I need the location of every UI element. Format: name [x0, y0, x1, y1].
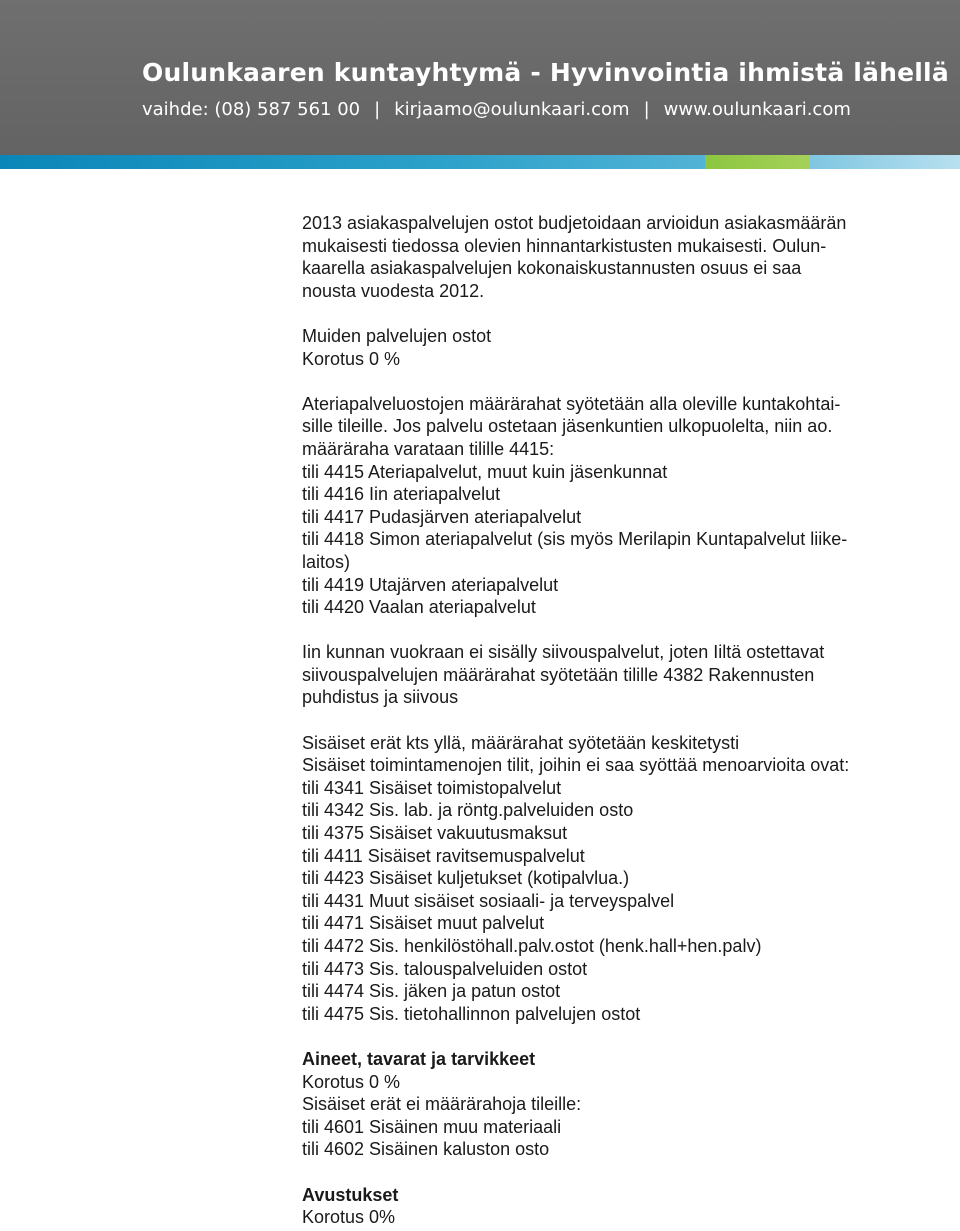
- stripe-light-blue-segment: [810, 155, 960, 169]
- account-line: tili 4417 Pudasjärven ateriapalvelut: [302, 506, 582, 527]
- account-line: tili 4423 Sisäiset kuljetukset (kotipalvlua.): [302, 868, 630, 889]
- text-line: Sisäiset toimintamenojen tilit, joihin ei saa syöttää menoarvioita ovat:: [302, 755, 850, 776]
- account-line: tili 4601 Sisäinen muu materiaali: [302, 1116, 562, 1137]
- section-heading: Muiden palvelujen ostot: [302, 325, 492, 346]
- text-line: Ateriapalveluostojen määrärahat syötetään alla oleville kuntakohtai-: [302, 393, 841, 414]
- stripe-blue-segment: [0, 155, 705, 169]
- materials-section: [302, 1048, 942, 1161]
- account-line: tili 4471 Sisäiset muut palvelut: [302, 913, 545, 934]
- text-line: 2013 asiakaspalvelujen ostot budjetoidaan arvioidun asiakasmäärän: [302, 213, 847, 233]
- text-line: siivouspalvelujen määrärahat syötetään tilille 4382 Rakennusten: [302, 664, 815, 685]
- account-line: tili 4475 Sis. tietohallinnon palvelujen ostot: [302, 1003, 641, 1024]
- account-line: tili 4420 Vaalan ateriapalvelut: [302, 597, 536, 618]
- account-line: tili 4375 Sisäiset vakuutusmaksut: [302, 823, 568, 844]
- text-line: Sisäiset erät ei määrärahoja tileille:: [302, 1094, 582, 1115]
- account-line: tili 4416 Iin ateriapalvelut: [302, 484, 501, 505]
- text-line: nousta vuodesta 2012.: [302, 280, 485, 301]
- phone-number: vaihde: (08) 587 561 00: [142, 99, 361, 120]
- account-line: tili 4411 Sisäiset ravitsemuspalvelut: [302, 845, 585, 866]
- meal-services-section: [302, 393, 942, 619]
- account-line: tili 4602 Sisäinen kaluston osto: [302, 1139, 550, 1160]
- section-heading: Aineet, tavarat ja tarvikkeet: [302, 1048, 536, 1069]
- increase-value: Korotus 0%: [302, 1207, 396, 1228]
- document-body: [302, 212, 942, 1229]
- account-line: tili 4474 Sis. jäken ja patun ostot: [302, 981, 561, 1002]
- account-line: tili 4472 Sis. henkilöstöhall.palv.ostot (henk.hall+hen.palv): [302, 936, 762, 956]
- grants-section: [302, 1184, 942, 1229]
- contact-line: [142, 99, 851, 120]
- section-heading: Avustukset: [302, 1184, 399, 1205]
- increase-value: Korotus 0 %: [302, 1071, 401, 1092]
- website-link[interactable]: www.oulunkaari.com: [663, 99, 851, 120]
- internal-items-section: [302, 732, 942, 1026]
- stripe-green-segment: [705, 155, 810, 169]
- text-line: Sisäiset erät kts yllä, määrärahat syötetään keskitetysti: [302, 732, 740, 753]
- text-line: mukaisesti tiedossa olevien hinnantarkistusten mukaisesti. Oulun-: [302, 235, 827, 256]
- account-line: tili 4473 Sis. talouspalveluiden ostot: [302, 958, 588, 979]
- text-line: sille tileille. Jos palvelu ostetaan jäsenkuntien ulkopuolelta, niin ao.: [302, 416, 833, 437]
- email-link[interactable]: kirjaamo@oulunkaari.com: [394, 99, 630, 120]
- separator: |: [643, 99, 650, 120]
- account-line: tili 4415 Ateriapalvelut, muut kuin jäsenkunnat: [302, 461, 668, 482]
- separator: |: [374, 99, 381, 120]
- intro-paragraph: [302, 212, 942, 302]
- increase-value: Korotus 0 %: [302, 348, 401, 369]
- account-line: tili 4341 Sisäiset toimistopalvelut: [302, 777, 562, 798]
- text-line: kaarella asiakaspalvelujen kokonaiskustannusten osuus ei saa: [302, 258, 802, 279]
- account-line: laitos): [302, 551, 351, 572]
- letterhead-banner: [0, 0, 960, 155]
- account-line: tili 4342 Sis. lab. ja röntg.palveluiden osto: [302, 800, 634, 821]
- text-line: Iin kunnan vuokraan ei sisälly siivouspalvelut, joten Iiltä ostettavat: [302, 642, 825, 663]
- organization-title: Oulunkaaren kuntayhtymä - Hyvinvointia ihmistä lähellä: [142, 58, 949, 87]
- account-line: tili 4431 Muut sisäiset sosiaali- ja terveyspalvel: [302, 890, 675, 911]
- cleaning-paragraph: [302, 641, 942, 709]
- account-line: tili 4418 Simon ateriapalvelut (sis myös Merilapin Kuntapalvelut liike-: [302, 529, 848, 550]
- account-line: tili 4419 Utajärven ateriapalvelut: [302, 574, 559, 595]
- text-line: määräraha varataan tilille 4415:: [302, 438, 555, 459]
- brand-color-stripe: [0, 155, 960, 169]
- other-services-section: [302, 325, 942, 370]
- text-line: puhdistus ja siivous: [302, 687, 459, 708]
